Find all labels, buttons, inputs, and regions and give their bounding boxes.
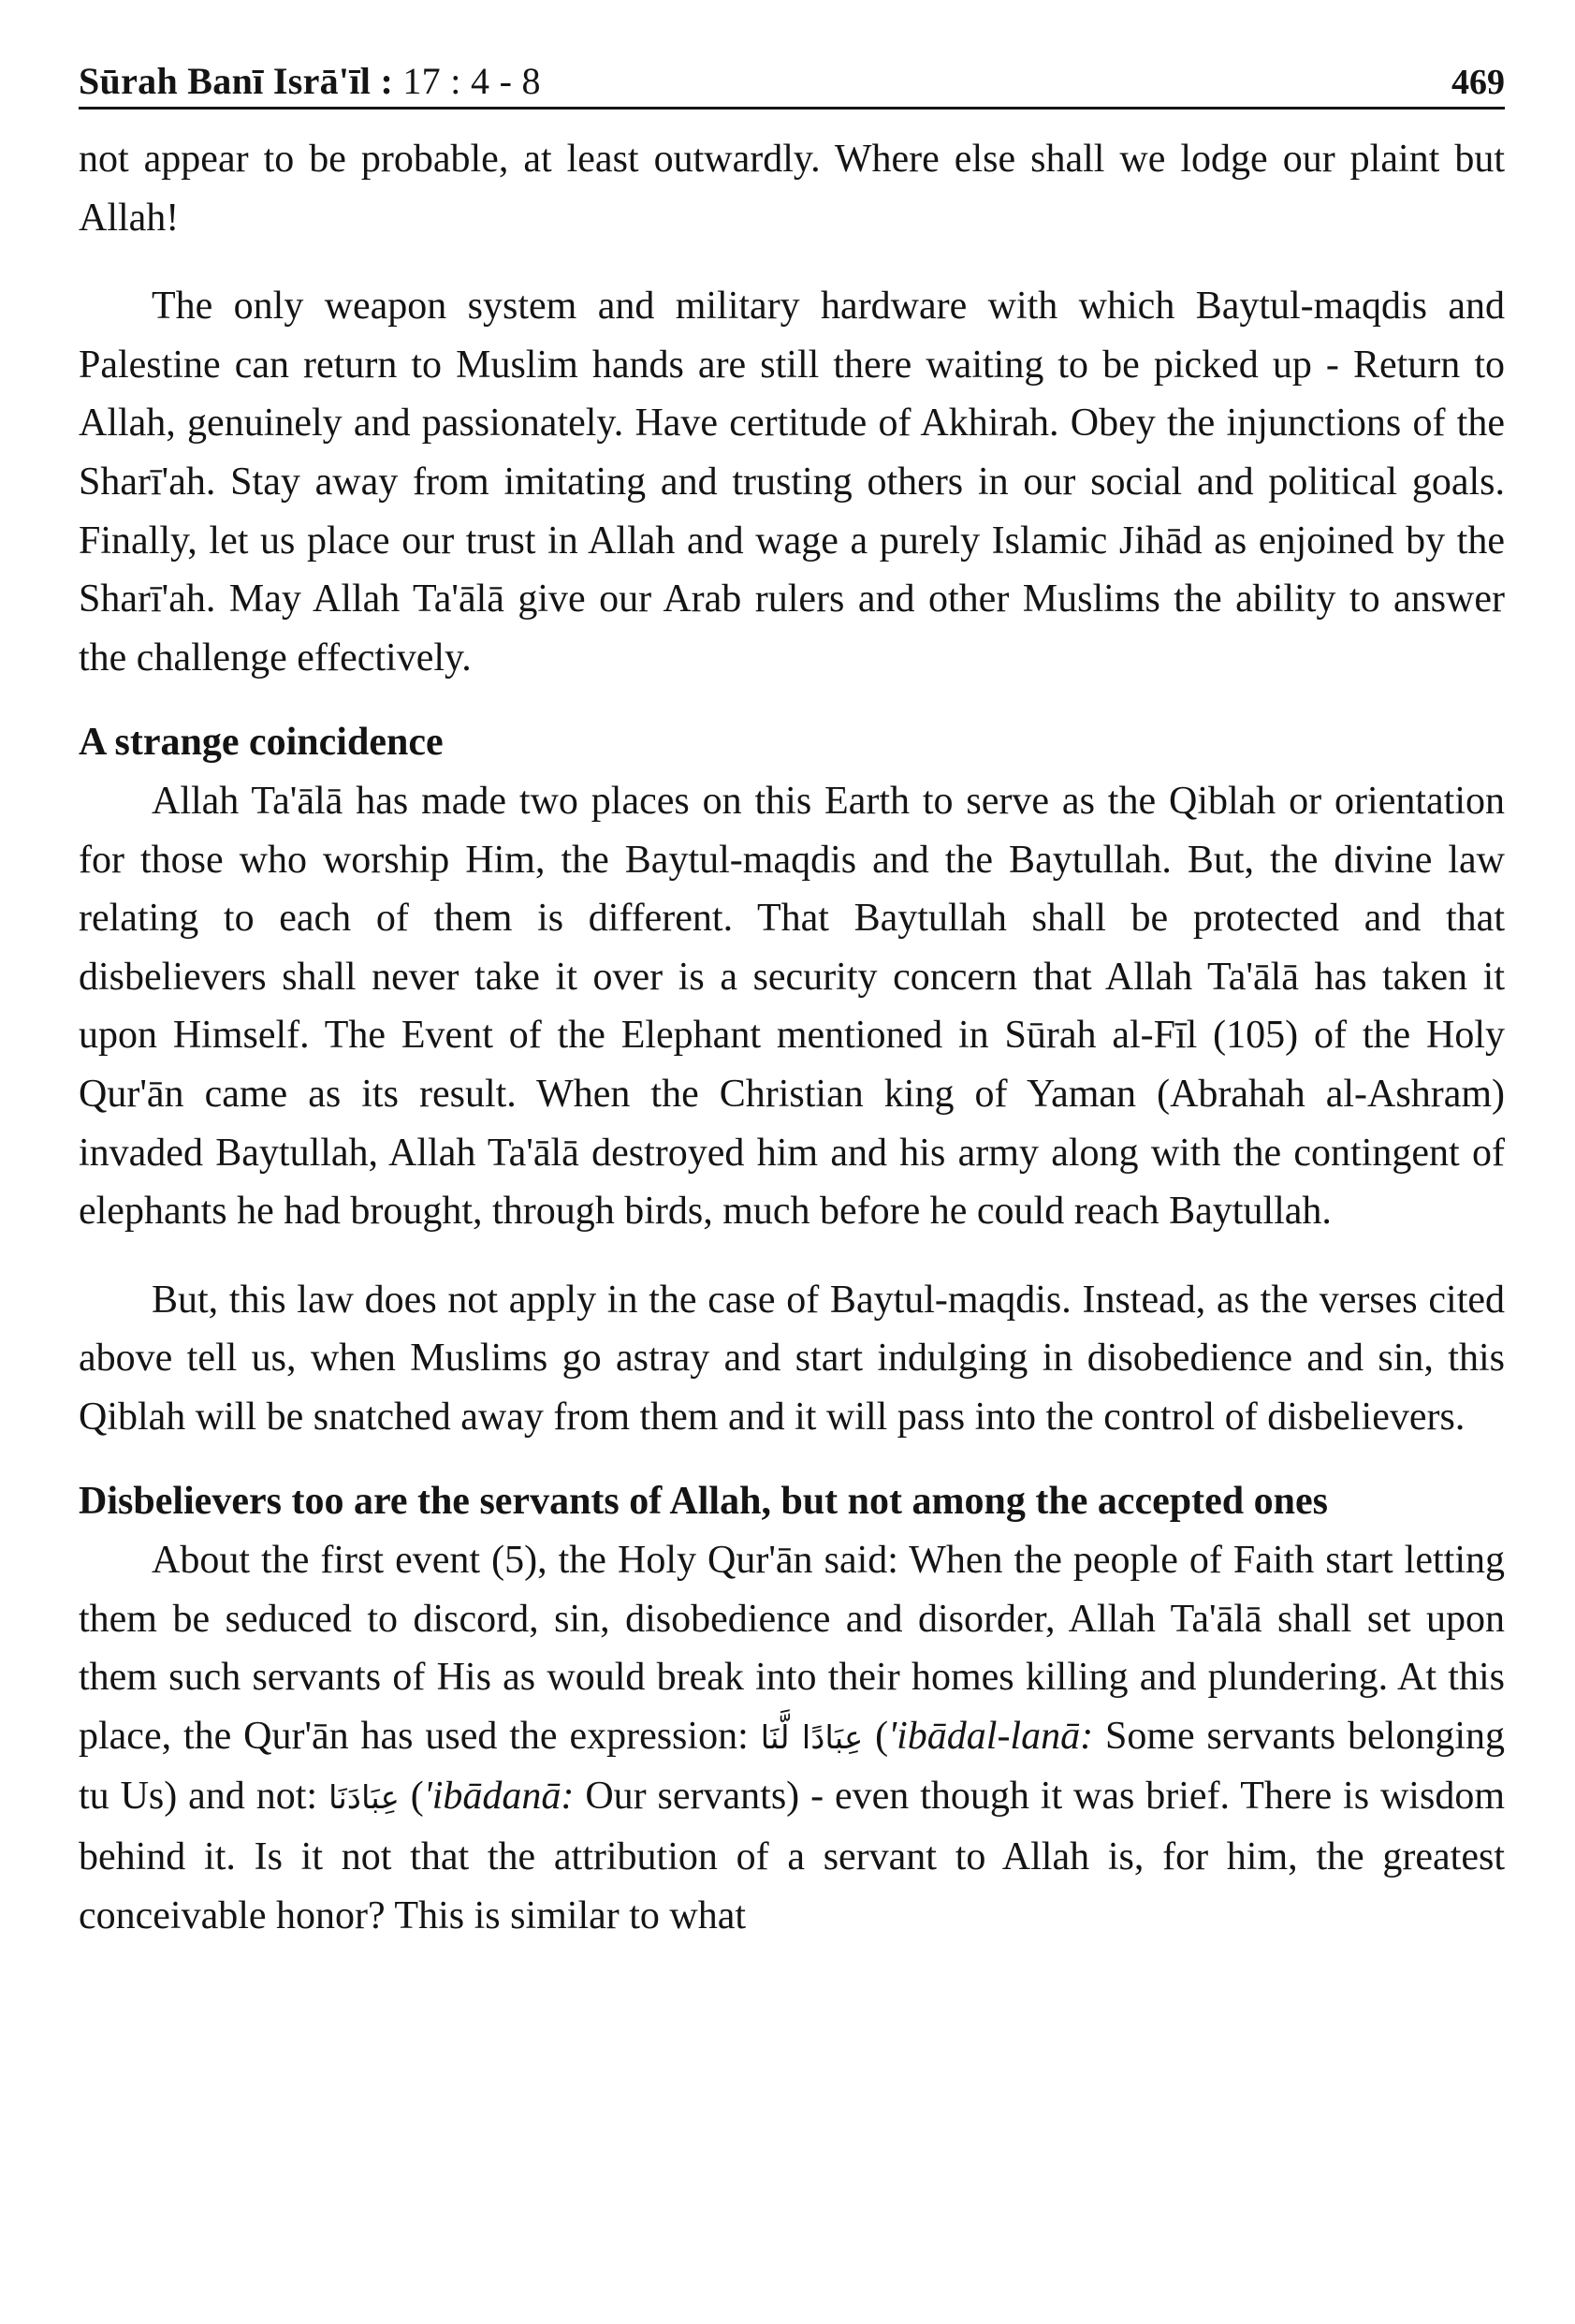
running-head-title — [79, 59, 541, 103]
section-heading-strange-coincidence: A strange coincidence — [79, 721, 444, 765]
page-body — [79, 130, 1505, 1945]
running-header — [79, 45, 1505, 110]
text-run: ( — [399, 1775, 424, 1819]
text-run: Some servants belonging tu Us) and not: — [79, 1714, 1505, 1819]
arabic-phrase-ibadana: عِبَادَنَا — [328, 1779, 400, 1818]
transliteration-ibadal-lana: 'ibādal-lanā: — [888, 1714, 1094, 1758]
text-run: Our servants) - even though it was brief. There is wisdom behind it. Is it not that the attribution of a servant to Allah is, for him, the greatest conceivable honor? This is similar to what — [79, 1775, 1505, 1937]
paragraph-weapon-system: The only weapon system and military hardware with which Baytul-maqdis and Palestine can return to Muslim hands are still there waiting to be picked up - Return to Allah, genuinely and passionately. Have certitude of Akhirah. Obey the injunctions of the Sharī'ah. Stay away from imitating and trusting others in our social and political goals. Finally, let us place our trust in Allah and wage a purely Islamic Jihād as enjoined by the Sharī'ah. May Allah Ta'ālā give our Arab rulers and other Muslims the ability to answer the challenge effectively. — [79, 285, 1505, 680]
arabic-phrase-ibadal-lana: عِبَادًا لَّنَا — [760, 1718, 864, 1757]
page-number: 469 — [1451, 63, 1505, 102]
paragraph-first-event — [79, 1531, 1505, 1945]
paragraph-qiblah: Allah Ta'ālā has made two places on this Earth to serve as the Qiblah or orientation for those who worship Him, the Baytul-maqdis and the Baytullah. But, the divine law relating to each of them is different. That Baytullah shall be protected and that disbelievers shall never take it over is a security concern that Allah Ta'ālā has taken it upon Himself. The Event of the Elephant mentioned in Sūrah al-Fīl (105) of the Holy Qur'ān came as its result. When the Christian king of Yaman (Abrahah al-Ashram) invaded Baytullah, Allah Ta'ālā destroyed him and his army along with the contingent of elephants he had brought, through birds, much before he could reach Baytullah. — [79, 779, 1505, 1234]
surah-name: Sūrah Banī Isrā'īl : — [79, 60, 394, 102]
text-run: About the first event (5), the Holy Qur'ān said: When the people of Faith start letting them be seduced to discord, sin, disobedience and disorder, Allah Ta'ālā shall set upon them such servants of His as would break into their homes killing and plundering. At this place, the Qur'ān has used the expression: — [79, 1539, 1505, 1758]
verse-reference: 17 : 4 - 8 — [393, 60, 541, 102]
transliteration-ibadana: 'ibādanā: — [423, 1775, 575, 1819]
text-run: ( — [863, 1714, 889, 1758]
paragraph-continued: not appear to be probable, at least outwardly. Where else shall we lodge our plaint but Allah! — [79, 138, 1505, 240]
section-heading-disbelievers-servants: Disbelievers too are the servants of Allah, but not among the accepted ones — [79, 1480, 1328, 1524]
book-page — [79, 45, 1505, 1945]
paragraph-baytul-maqdis-law: But, this law does not apply in the case of Baytul-maqdis. Instead, as the verses cited above tell us, when Muslims go astray and start indulging in disobedience and sin, this Qiblah will be snatched away from them and it will pass into the control of disbelievers. — [79, 1278, 1505, 1439]
